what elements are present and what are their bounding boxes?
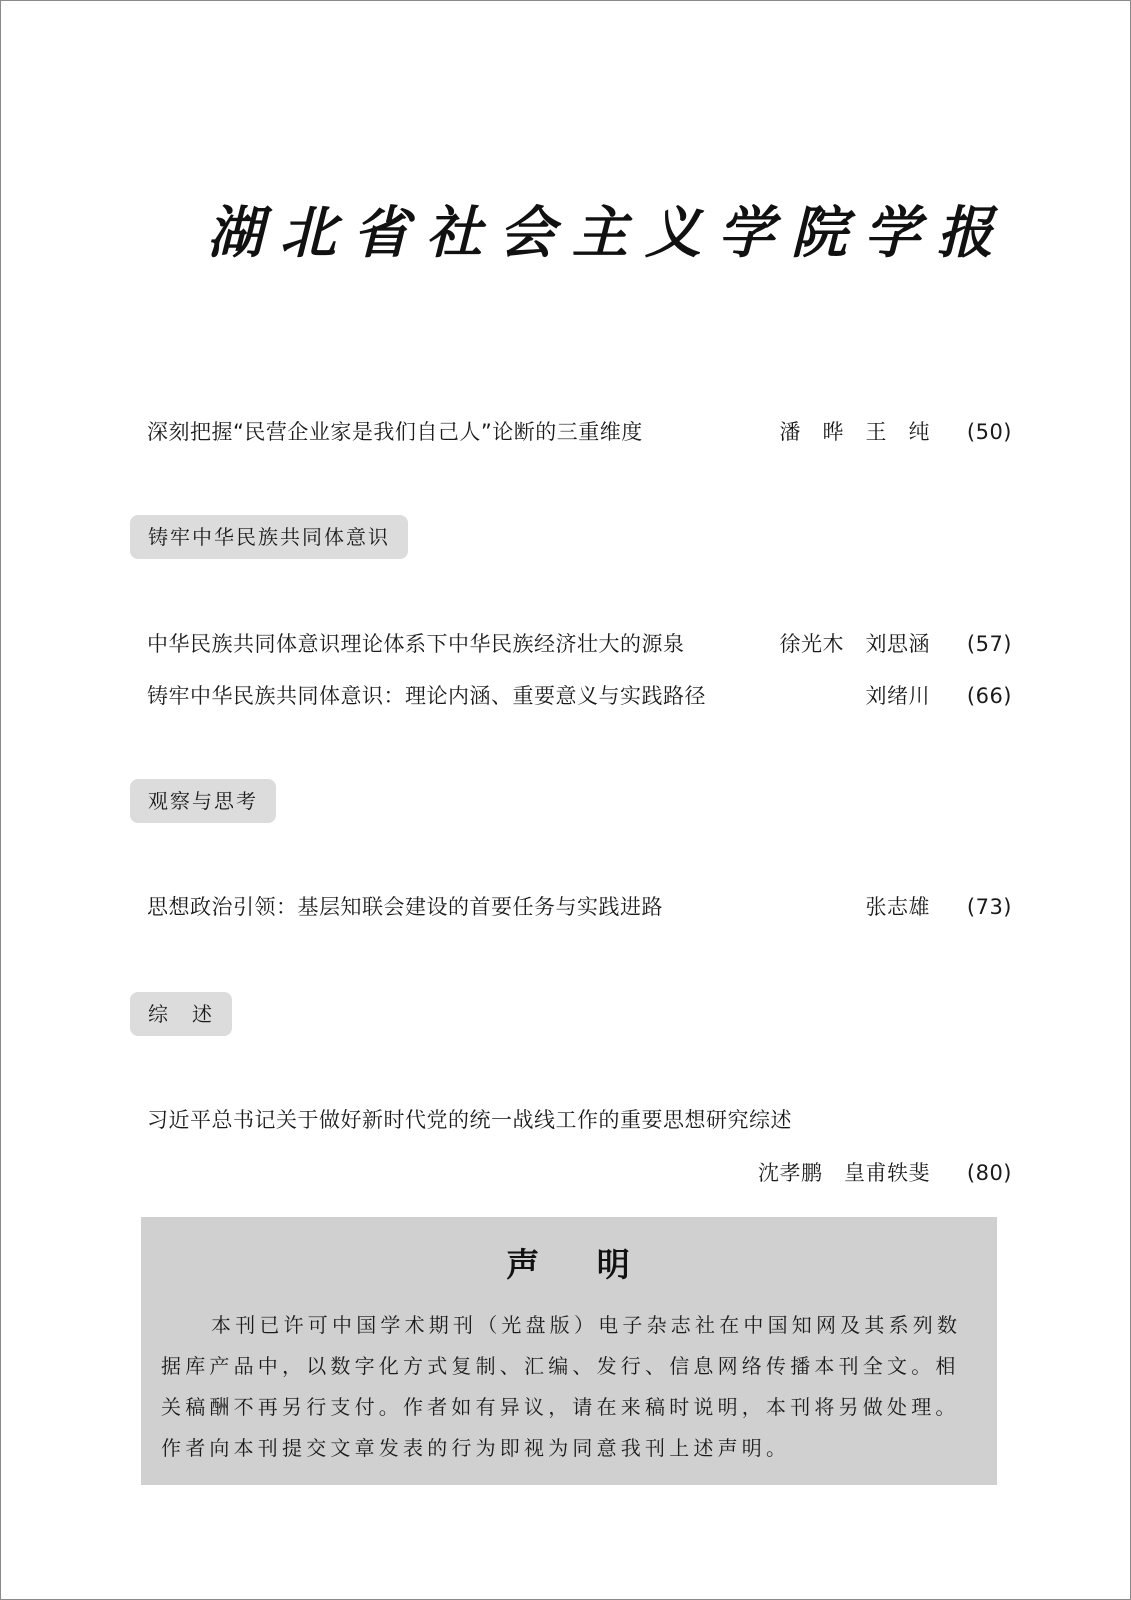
notice-body: 本刊已许可中国学术期刊（光盘版）电子杂志社在中国知网及其系列数据库产品中，以数字化方式复制、汇编、发行、信息网络传播本刊全文。相关稿酬不再另行支付。作者如有异议，请在来稿时说明，本刊将另做处理。作者向本刊提交文章发表的行为即视为同意我刊上述声明。	[161, 1313, 962, 1460]
toc-entry[interactable]	[147, 1103, 1012, 1137]
toc-entry-byline	[147, 1156, 1012, 1190]
section-tag-community-awareness: 铸牢中华民族共同体意识	[130, 515, 408, 559]
toc-entry-page: (50)	[966, 420, 1012, 444]
toc-entry-authors: 潘 晔 王 纯	[779, 420, 930, 444]
section-tag-observation: 观察与思考	[130, 779, 276, 823]
toc-entry-authors: 沈孝鹏 皇甫轶斐	[758, 1161, 930, 1185]
toc-entry[interactable]	[147, 679, 1012, 713]
toc-entry[interactable]	[147, 890, 1012, 924]
toc-entry-authors: 徐光木 刘思涵	[779, 632, 930, 656]
notice-title: 声 明	[506, 1245, 632, 1284]
journal-title: 湖北省社会主义学院学报	[207, 200, 1010, 266]
toc-entry-title: 深刻把握“民营企业家是我们自己人”论断的三重维度	[147, 420, 643, 444]
toc-entry-page: (80)	[966, 1161, 1012, 1185]
toc-entry-title: 铸牢中华民族共同体意识：理论内涵、重要意义与实践路径	[147, 684, 706, 708]
toc-entry-title: 思想政治引领：基层知联会建设的首要任务与实践进路	[147, 895, 663, 919]
toc-entry[interactable]	[147, 415, 1012, 449]
toc-entry-page: (57)	[966, 632, 1012, 656]
toc-entry-authors: 张志雄	[865, 895, 930, 919]
copyright-notice	[141, 1217, 997, 1485]
toc-entry-title: 习近平总书记关于做好新时代党的统一战线工作的重要思想研究综述	[147, 1108, 792, 1132]
toc-entry-authors: 刘绪川	[865, 684, 930, 708]
toc-entry-title: 中华民族共同体意识理论体系下中华民族经济壮大的源泉	[147, 632, 685, 656]
toc-entry[interactable]	[147, 627, 1012, 661]
toc-entry-page: (66)	[966, 684, 1012, 708]
toc-entry-page: (73)	[966, 895, 1012, 919]
section-tag-review: 综 述	[130, 992, 232, 1036]
